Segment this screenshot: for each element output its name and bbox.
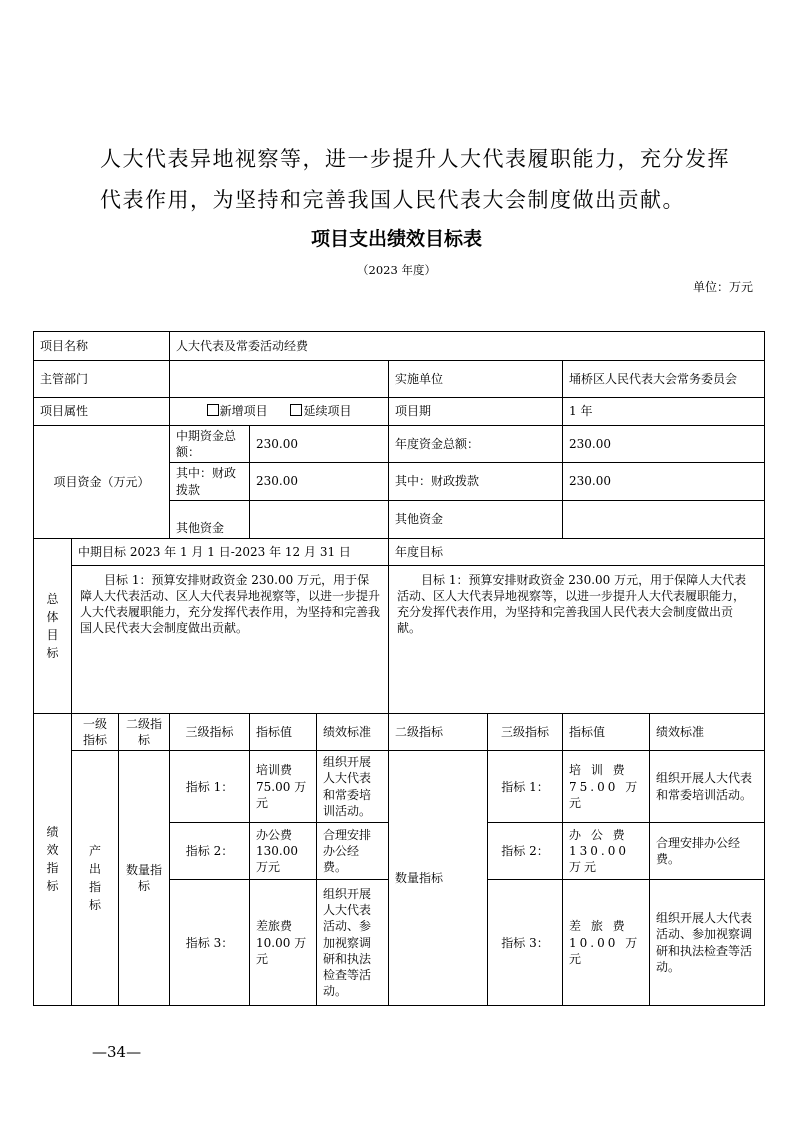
mid-total-value: 230.00 (250, 426, 389, 463)
impl-unit-label: 实施单位 (389, 361, 563, 398)
indicator-1-value: 培训费 75.00 万元 (250, 751, 317, 823)
overall-goal-label (34, 538, 72, 713)
indicator-3-value: 差旅费 10.00 万元 (250, 880, 317, 1006)
period-value: 1 年 (563, 398, 765, 426)
year-other-value (563, 500, 765, 538)
year-total-label: 年度资金总额： (389, 426, 563, 463)
quantity-label-b: 数量指标 (389, 751, 488, 1006)
indicator-2-standard-b: 合理安排办公经费。 (650, 823, 765, 880)
mid-fiscal-value: 230.00 (250, 463, 389, 500)
mid-goal-header: 中期目标 2023 年 1 月 1 日-2023 年 12 月 31 日 (72, 538, 389, 565)
dept-value (170, 361, 389, 398)
year-goal-text: 目标 1：预算安排财政资金 230.00 万元，用于保障人大代表活动、区人大代表异地视察等，以进一步提升人大代表履职能力，充分发挥代表作用，为坚持和完善我国人民代表大会制度做出贡献。 (389, 565, 765, 713)
indicator-2-standard: 合理安排办公经费。 (317, 823, 389, 880)
attr-label: 项目属性 (34, 398, 170, 426)
unit-label: 单位：万元 (692, 280, 753, 294)
col-level2-b: 二级指标 (389, 713, 488, 750)
project-name-label: 项目名称 (34, 332, 170, 361)
indicator-2-name: 指标 2： (170, 823, 250, 880)
indicator-3-standard: 组织开展人大代表活动、参加视察调研和执法检查等活动。 (317, 880, 389, 1006)
indicator-2-name-b: 指标 2： (488, 823, 563, 880)
row-goal-header (34, 538, 765, 565)
checkbox-new-icon (207, 404, 219, 416)
mid-other-label: 其他资金 (170, 500, 250, 538)
output-label-text: 产出指标 (88, 844, 101, 913)
row-perf-header (34, 713, 765, 750)
intro-line-2: 代表作用，为坚持和完善我国人民代表大会制度做出贡献。 (100, 188, 685, 212)
col-level3: 三级指标 (170, 713, 250, 750)
mid-total-label: 中期资金总额： (170, 426, 250, 463)
checkbox-continue-icon (290, 404, 302, 416)
indicator-1-name: 指标 1： (170, 751, 250, 823)
col-level3-b: 三级指标 (488, 713, 563, 750)
funds-label: 项目资金（万元） (34, 426, 170, 539)
table-title: 项目支出绩效目标表 (310, 228, 482, 250)
perf-label (34, 713, 72, 1005)
row-goal-text (34, 565, 765, 713)
year-other-label: 其他资金 (389, 500, 563, 538)
indicator-2-value-b: 办 公 费 130.00 万元 (563, 823, 650, 880)
year-total-value: 230.00 (563, 426, 765, 463)
row-project-attr (34, 398, 765, 426)
page-number: —34— (92, 1043, 142, 1061)
col-standard-b: 绩效标准 (650, 713, 765, 750)
table-subtitle: （2023 年度） (357, 263, 436, 277)
col-value: 指标值 (250, 713, 317, 750)
overall-goal-label-text: 总体目标 (46, 591, 59, 660)
year-goal-header: 年度目标 (389, 538, 765, 565)
quantity-label: 数量指标 (119, 751, 170, 1006)
year-fiscal-value: 230.00 (563, 463, 765, 500)
row-funds-total (34, 426, 765, 463)
row-department (34, 361, 765, 398)
col-level2: 二级指标 (119, 713, 170, 750)
attr-continue-label: 延续项目 (303, 404, 352, 419)
attr-new-label: 新增项目 (219, 404, 268, 419)
indicator-1-standard-b: 组织开展人大代表和常委培训活动。 (650, 751, 765, 823)
indicator-3-name: 指标 3： (170, 880, 250, 1006)
performance-target-table (33, 331, 765, 1006)
indicator-1-name-b: 指标 1： (488, 751, 563, 823)
perf-label-text: 绩效指标 (46, 825, 59, 894)
period-label: 项目期 (389, 398, 563, 426)
col-value-b: 指标值 (563, 713, 650, 750)
indicator-3-value-b: 差 旅 费 10.00 万元 (563, 880, 650, 1006)
indicator-1-standard: 组织开展人大代表和常委培训活动。 (317, 751, 389, 823)
attr-options (170, 398, 389, 426)
output-label (72, 751, 119, 1006)
col-standard: 绩效标准 (317, 713, 389, 750)
row-indicator-1 (34, 751, 765, 823)
indicator-3-standard-b: 组织开展人大代表活动、参加视察调研和执法检查等活动。 (650, 880, 765, 1006)
intro-line-1: 人大代表异地视察等，进一步提升人大代表履职能力，充分发挥 (100, 147, 730, 171)
col-level1: 一级指标 (72, 713, 119, 750)
impl-unit-value: 埇桥区人民代表大会常务委员会 (563, 361, 765, 398)
project-name-value: 人大代表及常委活动经费 (170, 332, 765, 361)
row-project-name (34, 332, 765, 361)
indicator-2-value: 办公费 130.00 万元 (250, 823, 317, 880)
indicator-3-name-b: 指标 3： (488, 880, 563, 1006)
mid-other-value (250, 500, 389, 538)
dept-label: 主管部门 (34, 361, 170, 398)
mid-fiscal-label: 其中：财政拨款 (170, 463, 250, 500)
mid-goal-text: 目标 1：预算安排财政资金 230.00 万元，用于保障人大代表活动、区人大代表异地视察等，以进一步提升人大代表履职能力，充分发挥代表作用，为坚持和完善我国人民代表大会制度做出贡献。 (72, 565, 389, 713)
year-fiscal-label: 其中：财政拨款 (389, 463, 563, 500)
indicator-1-value-b: 培 训 费 75.00 万元 (563, 751, 650, 823)
